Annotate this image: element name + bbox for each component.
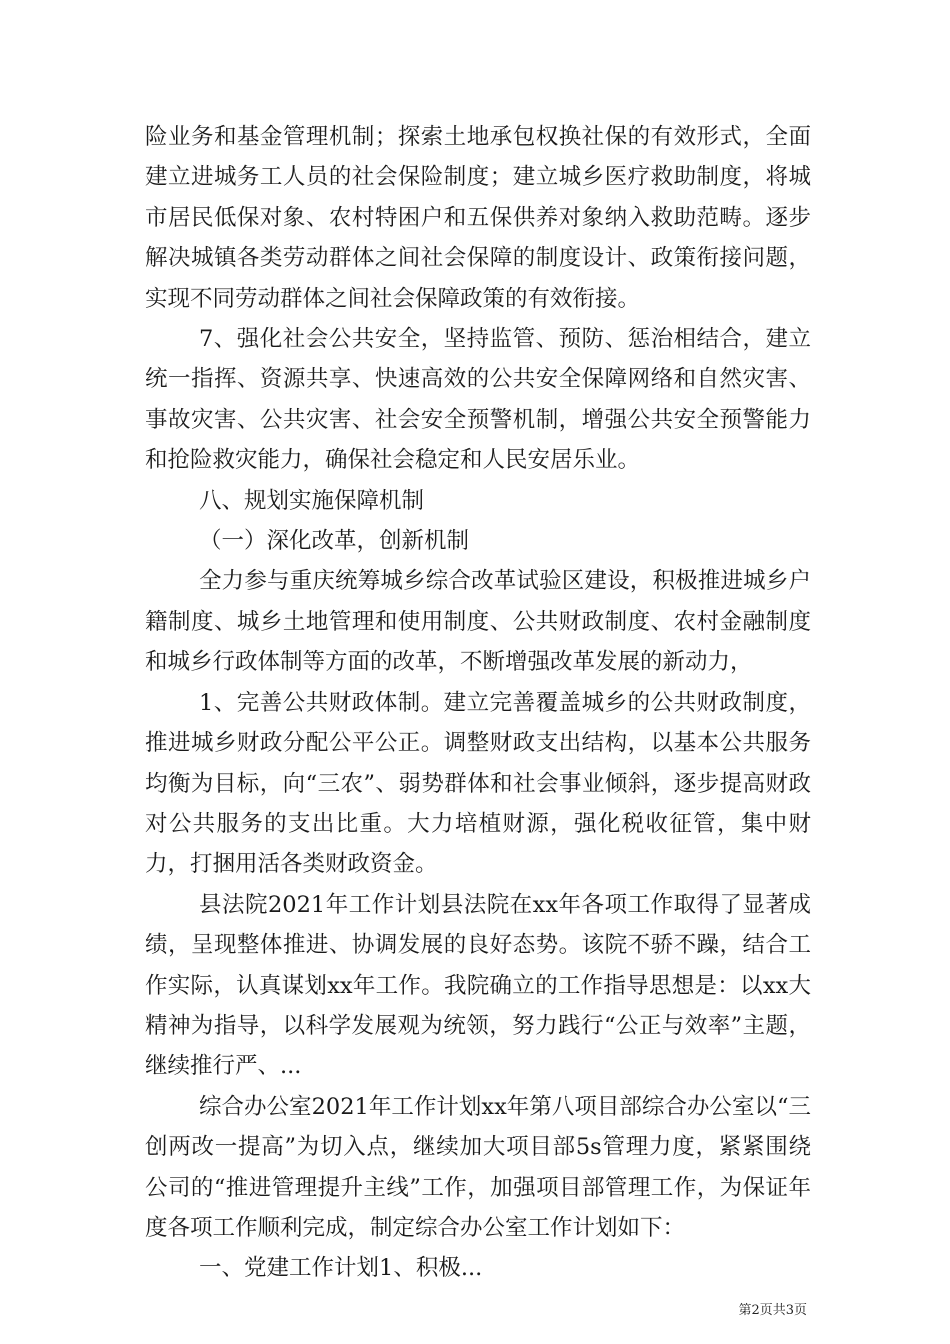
section-heading-implementation: 八、规划实施保障机制 (199, 487, 425, 514)
subsection-heading-reform: （一）深化改革，创新机制 (199, 528, 470, 555)
paragraph-social-insurance: 险业务和基金管理机制；探索土地承包权换社保的有效形式，全面建立进城务工人员的社会保险制度；建立城乡医疗救助制度，将城市居民低保对象、农村特困户和五保供养对象纳入救助范畴。逐步解决城镇各类劳动群体之间社会保障的制度设计、政策衔接问题，实现不同劳动群体之间社会保障政策的有效衔接。 (145, 124, 811, 312)
paragraph-reform-intro: 全力参与重庆统筹城乡综合改革试验区建设，积极推进城乡户籍制度、城乡土地管理和使用制度、公共财政制度、农村金融制度和城乡行政体制等方面的改革，不断增强改革发展的新动力， (145, 568, 811, 676)
paragraph-public-safety: 7、强化社会公共安全，坚持监管、预防、惩治相结合，建立统一指挥、资源共享、快速高效的公共安全保障网络和自然灾害、事故灾害、公共灾害、社会安全预警机制，增强公共安全预警能力和抢险救灾能力，确保社会稳定和人民安居乐业。 (145, 326, 811, 474)
paragraph-public-finance: 1、完善公共财政体制。建立完善覆盖城乡的公共财政制度，推进城乡财政分配公平公正。调整财政支出结构，以基本公共服务均衡为目标，向“三农”、弱势群体和社会事业倾斜，逐步提高财政对公共服务的支出比重。大力培植财源，强化税收征管，集中财力，打捆用活各类财政资金。 (145, 689, 811, 878)
page-number: 第2页共3页 (738, 1303, 807, 1318)
paragraph-party-plan: 一、党建工作计划1、积极... (199, 1255, 483, 1282)
paragraph-office-plan: 综合办公室2021年工作计划xx年第八项目部综合办公室以“三创两改一提高”为切入点，继续加大项目部5s管理力度，紧紧围绕公司的“推进管理提升主线”工作，加强项目部管理工作，为保证年度各项工作顺利完成，制定综合办公室工作计划如下： (145, 1093, 811, 1241)
document-body (145, 117, 811, 1289)
paragraph-court-plan: 县法院2021年工作计划县法院在xx年各项工作取得了显著成绩，呈现整体推进、协调发展的良好态势。该院不骄不躁，结合工作实际，认真谋划xx年工作。我院确立的工作指导思想是：以xx大精神为指导，以科学发展观为统领，努力践行“公正与效率”主题，继续推行严、... (145, 891, 811, 1080)
